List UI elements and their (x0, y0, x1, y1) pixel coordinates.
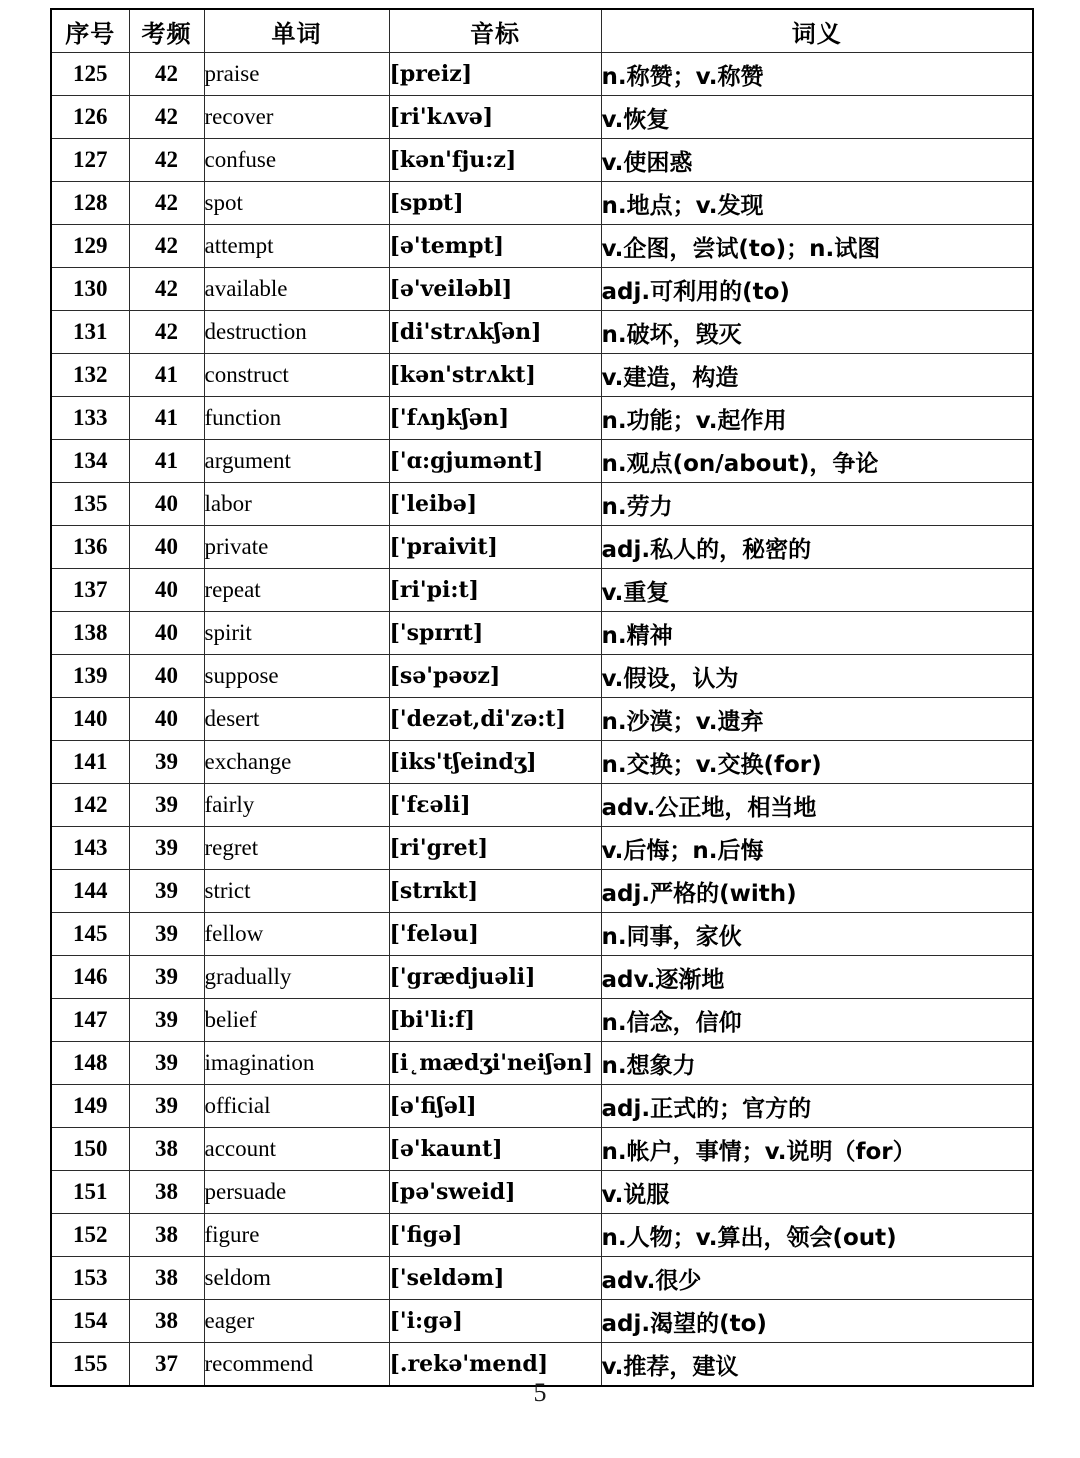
cell-word: strict (204, 870, 389, 913)
cell-word: function (204, 397, 389, 440)
table-row (51, 655, 1033, 698)
cell-freq: 39 (129, 956, 204, 999)
cell-ipa: [ə'kaunt] (389, 1128, 601, 1171)
cell-word: fairly (204, 784, 389, 827)
cell-word: fellow (204, 913, 389, 956)
cell-word: recommend (204, 1343, 389, 1387)
cell-freq: 40 (129, 655, 204, 698)
cell-index: 125 (51, 53, 129, 96)
cell-ipa: [kən'fju:z] (389, 139, 601, 182)
cell-meaning: v.恢复 (601, 96, 1033, 139)
cell-index: 150 (51, 1128, 129, 1171)
table-row (51, 1085, 1033, 1128)
cell-index: 132 (51, 354, 129, 397)
cell-meaning: adv.逐渐地 (601, 956, 1033, 999)
cell-index: 133 (51, 397, 129, 440)
cell-index: 136 (51, 526, 129, 569)
cell-index: 137 (51, 569, 129, 612)
cell-word: figure (204, 1214, 389, 1257)
table-row (51, 182, 1033, 225)
cell-freq: 37 (129, 1343, 204, 1387)
cell-meaning: n.地点；v.发现 (601, 182, 1033, 225)
cell-ipa: [sə'pəʊz] (389, 655, 601, 698)
cell-word: regret (204, 827, 389, 870)
cell-word: labor (204, 483, 389, 526)
cell-meaning: adj.严格的(with) (601, 870, 1033, 913)
cell-index: 154 (51, 1300, 129, 1343)
cell-ipa: [ri'gret] (389, 827, 601, 870)
cell-meaning: n.人物；v.算出，领会(out) (601, 1214, 1033, 1257)
cell-freq: 39 (129, 913, 204, 956)
cell-ipa: [ri'kʌvə] (389, 96, 601, 139)
table-row (51, 1300, 1033, 1343)
table-row (51, 225, 1033, 268)
cell-meaning: v.推荐，建议 (601, 1343, 1033, 1387)
table-row (51, 1128, 1033, 1171)
cell-index: 134 (51, 440, 129, 483)
table-header (51, 9, 1033, 53)
table-row (51, 1257, 1033, 1300)
cell-meaning: v.建造，构造 (601, 354, 1033, 397)
cell-meaning: n.劳力 (601, 483, 1033, 526)
cell-word: private (204, 526, 389, 569)
table-row (51, 741, 1033, 784)
cell-ipa: ['seldəm] (389, 1257, 601, 1300)
table-row (51, 1171, 1033, 1214)
cell-word: exchange (204, 741, 389, 784)
cell-index: 140 (51, 698, 129, 741)
cell-meaning: n.交换；v.交换(for) (601, 741, 1033, 784)
cell-ipa: [spɒt] (389, 182, 601, 225)
cell-ipa: ['feləu] (389, 913, 601, 956)
cell-ipa: ['dezət,di'zə:t] (389, 698, 601, 741)
cell-word: suppose (204, 655, 389, 698)
table-row (51, 311, 1033, 354)
cell-word: spirit (204, 612, 389, 655)
cell-ipa: [di'strʌkʃən] (389, 311, 601, 354)
cell-word: available (204, 268, 389, 311)
column-header-meaning: 词义 (601, 9, 1033, 53)
cell-freq: 41 (129, 397, 204, 440)
cell-meaning: n.信念，信仰 (601, 999, 1033, 1042)
cell-freq: 40 (129, 483, 204, 526)
cell-meaning: n.称赞；v.称赞 (601, 53, 1033, 96)
cell-freq: 41 (129, 440, 204, 483)
cell-freq: 42 (129, 225, 204, 268)
cell-ipa: ['leibə] (389, 483, 601, 526)
cell-index: 129 (51, 225, 129, 268)
cell-freq: 42 (129, 268, 204, 311)
cell-freq: 40 (129, 698, 204, 741)
cell-word: gradually (204, 956, 389, 999)
cell-ipa: [.rekə'mend] (389, 1343, 601, 1387)
cell-ipa: ['praivit] (389, 526, 601, 569)
cell-meaning: n.精神 (601, 612, 1033, 655)
cell-word: repeat (204, 569, 389, 612)
table-row (51, 569, 1033, 612)
cell-meaning: n.想象力 (601, 1042, 1033, 1085)
cell-word: destruction (204, 311, 389, 354)
column-header-freq: 考频 (129, 9, 204, 53)
cell-ipa: ['ɑ:gjumənt] (389, 440, 601, 483)
cell-word: seldom (204, 1257, 389, 1300)
table-row (51, 913, 1033, 956)
cell-ipa: [ri'pi:t] (389, 569, 601, 612)
cell-ipa: [ə'fiʃəl] (389, 1085, 601, 1128)
cell-ipa: [bi'li:f] (389, 999, 601, 1042)
cell-meaning: v.假设，认为 (601, 655, 1033, 698)
cell-index: 131 (51, 311, 129, 354)
cell-freq: 42 (129, 53, 204, 96)
cell-meaning: v.重复 (601, 569, 1033, 612)
table-row (51, 354, 1033, 397)
cell-index: 144 (51, 870, 129, 913)
cell-freq: 38 (129, 1257, 204, 1300)
cell-meaning: n.帐户，事情；v.说明（for） (601, 1128, 1033, 1171)
cell-ipa: [kən'strʌkt] (389, 354, 601, 397)
cell-index: 142 (51, 784, 129, 827)
cell-index: 155 (51, 1343, 129, 1387)
cell-freq: 42 (129, 311, 204, 354)
cell-ipa: [strɪkt] (389, 870, 601, 913)
cell-word: official (204, 1085, 389, 1128)
cell-freq: 39 (129, 1085, 204, 1128)
cell-freq: 38 (129, 1300, 204, 1343)
cell-meaning: v.使困惑 (601, 139, 1033, 182)
cell-freq: 40 (129, 612, 204, 655)
table-row (51, 96, 1033, 139)
table-body (51, 53, 1033, 1387)
cell-meaning: adv.公正地，相当地 (601, 784, 1033, 827)
cell-meaning: v.说服 (601, 1171, 1033, 1214)
page-number: 5 (533, 1378, 547, 1407)
cell-freq: 42 (129, 182, 204, 225)
cell-word: belief (204, 999, 389, 1042)
cell-index: 127 (51, 139, 129, 182)
table-row (51, 827, 1033, 870)
cell-freq: 39 (129, 827, 204, 870)
cell-ipa: ['spɪrɪt] (389, 612, 601, 655)
column-header-ipa: 音标 (389, 9, 601, 53)
cell-word: eager (204, 1300, 389, 1343)
cell-index: 151 (51, 1171, 129, 1214)
table-row (51, 53, 1033, 96)
cell-meaning: n.功能；v.起作用 (601, 397, 1033, 440)
cell-index: 149 (51, 1085, 129, 1128)
cell-freq: 39 (129, 870, 204, 913)
cell-word: recover (204, 96, 389, 139)
cell-freq: 39 (129, 1042, 204, 1085)
cell-index: 145 (51, 913, 129, 956)
cell-freq: 42 (129, 139, 204, 182)
cell-index: 147 (51, 999, 129, 1042)
cell-meaning: adj.渴望的(to) (601, 1300, 1033, 1343)
cell-word: account (204, 1128, 389, 1171)
cell-meaning: v.企图，尝试(to)；n.试图 (601, 225, 1033, 268)
cell-freq: 38 (129, 1214, 204, 1257)
cell-word: spot (204, 182, 389, 225)
cell-index: 128 (51, 182, 129, 225)
cell-meaning: v.后悔；n.后悔 (601, 827, 1033, 870)
cell-word: argument (204, 440, 389, 483)
cell-word: praise (204, 53, 389, 96)
cell-meaning: adv.很少 (601, 1257, 1033, 1300)
cell-ipa: ['fʌŋkʃən] (389, 397, 601, 440)
cell-index: 148 (51, 1042, 129, 1085)
table-row (51, 1214, 1033, 1257)
cell-ipa: [preiz] (389, 53, 601, 96)
cell-freq: 40 (129, 526, 204, 569)
cell-freq: 39 (129, 999, 204, 1042)
table-row (51, 526, 1033, 569)
cell-meaning: n.观点(on/about)，争论 (601, 440, 1033, 483)
cell-index: 152 (51, 1214, 129, 1257)
cell-freq: 41 (129, 354, 204, 397)
cell-word: attempt (204, 225, 389, 268)
cell-meaning: adj.可利用的(to) (601, 268, 1033, 311)
vocabulary-table (50, 8, 1034, 1387)
cell-freq: 39 (129, 741, 204, 784)
table-row (51, 956, 1033, 999)
table-row (51, 139, 1033, 182)
cell-ipa: ['i:gə] (389, 1300, 601, 1343)
table-header-row (51, 9, 1033, 53)
table-row (51, 397, 1033, 440)
cell-freq: 38 (129, 1128, 204, 1171)
table-row (51, 440, 1033, 483)
cell-meaning: n.同事，家伙 (601, 913, 1033, 956)
table-row (51, 1042, 1033, 1085)
cell-word: confuse (204, 139, 389, 182)
cell-ipa: [ə'veiləbl] (389, 268, 601, 311)
cell-ipa: ['fɛəli] (389, 784, 601, 827)
cell-freq: 39 (129, 784, 204, 827)
cell-index: 126 (51, 96, 129, 139)
cell-index: 141 (51, 741, 129, 784)
cell-index: 139 (51, 655, 129, 698)
cell-meaning: n.破坏，毁灭 (601, 311, 1033, 354)
cell-meaning: adj.正式的；官方的 (601, 1085, 1033, 1128)
cell-index: 130 (51, 268, 129, 311)
cell-ipa: [ə'tempt] (389, 225, 601, 268)
cell-word: construct (204, 354, 389, 397)
cell-freq: 40 (129, 569, 204, 612)
cell-ipa: ['grædjuəli] (389, 956, 601, 999)
column-header-word: 单词 (204, 9, 389, 53)
cell-word: persuade (204, 1171, 389, 1214)
table-row (51, 612, 1033, 655)
table-row (51, 268, 1033, 311)
cell-index: 135 (51, 483, 129, 526)
cell-freq: 38 (129, 1171, 204, 1214)
table-row (51, 784, 1033, 827)
cell-word: imagination (204, 1042, 389, 1085)
cell-freq: 42 (129, 96, 204, 139)
cell-meaning: n.沙漠；v.遗弃 (601, 698, 1033, 741)
cell-index: 146 (51, 956, 129, 999)
table-row (51, 483, 1033, 526)
table-row (51, 870, 1033, 913)
cell-meaning: adj.私人的，秘密的 (601, 526, 1033, 569)
cell-index: 153 (51, 1257, 129, 1300)
table-row (51, 999, 1033, 1042)
column-header-index: 序号 (51, 9, 129, 53)
cell-ipa: [iks'tʃeindʒ] (389, 741, 601, 784)
cell-ipa: [i˛mædʒi'neiʃən] (389, 1042, 601, 1085)
cell-word: desert (204, 698, 389, 741)
cell-index: 138 (51, 612, 129, 655)
cell-index: 143 (51, 827, 129, 870)
cell-ipa: ['figə] (389, 1214, 601, 1257)
table-row (51, 698, 1033, 741)
cell-ipa: [pə'sweid] (389, 1171, 601, 1214)
